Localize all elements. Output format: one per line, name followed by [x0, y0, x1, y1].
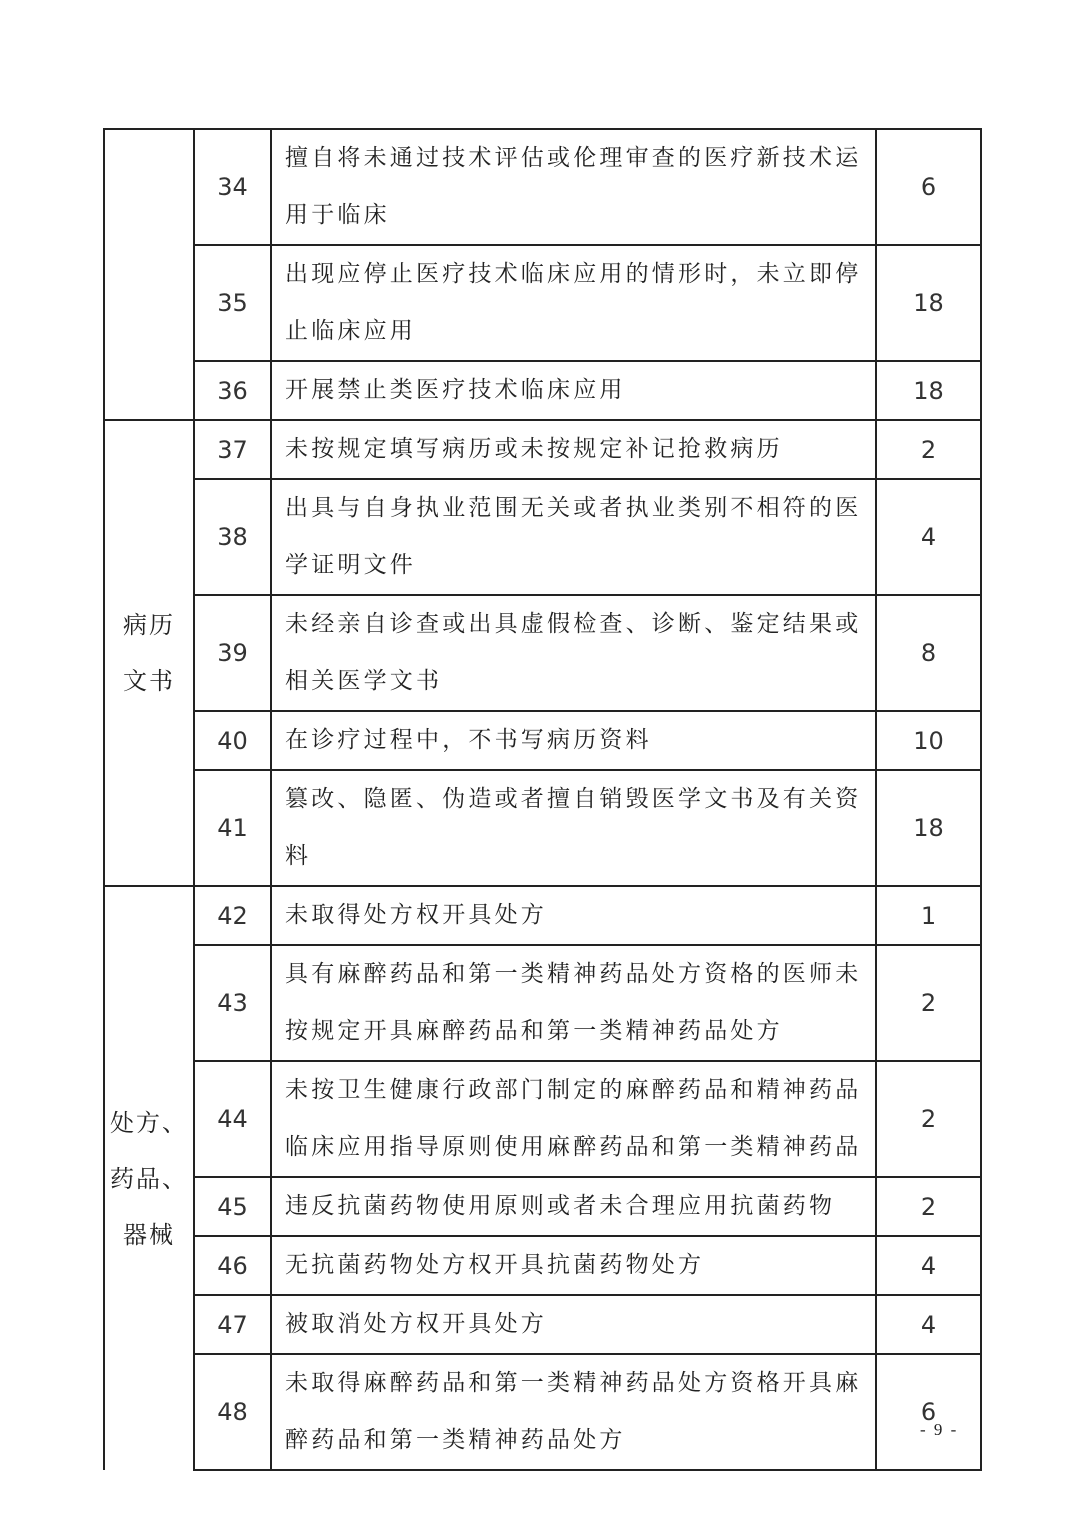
- item-description: 违反抗菌药物使用原则或者未合理应用抗菌药物: [271, 1177, 876, 1236]
- item-score: 10: [876, 711, 981, 770]
- item-description: 被取消处方权开具处方: [271, 1295, 876, 1354]
- item-score: 2: [876, 420, 981, 479]
- item-number: 42: [194, 886, 271, 945]
- item-number: 43: [194, 945, 271, 1061]
- item-score: 4: [876, 1236, 981, 1295]
- category-label: 处方、: [110, 1108, 188, 1137]
- item-score: 4: [876, 1295, 981, 1354]
- item-score: 6: [876, 1354, 981, 1470]
- item-description: 未取得处方权开具处方: [271, 886, 876, 945]
- category-label: 病历: [123, 611, 175, 639]
- category-cell: [104, 420, 194, 886]
- table-row: [104, 1177, 981, 1236]
- item-description: 具有麻醉药品和第一类精神药品处方资格的医师未按规定开具麻醉药品和第一类精神药品处方: [271, 945, 876, 1061]
- page-number: - 9 -: [920, 1420, 959, 1439]
- item-description: 未按规定填写病历或未按规定补记抢救病历: [271, 420, 876, 479]
- item-score: 18: [876, 770, 981, 886]
- item-number: 34: [194, 129, 271, 245]
- item-number: 39: [194, 595, 271, 711]
- item-description: 出具与自身执业范围无关或者执业类别不相符的医学证明文件: [271, 479, 876, 595]
- item-score: 2: [876, 1061, 981, 1177]
- item-score: 18: [876, 245, 981, 361]
- item-description: 无抗菌药物处方权开具抗菌药物处方: [271, 1236, 876, 1295]
- item-description: 篡改、隐匿、伪造或者擅自销毁医学文书及有关资料: [271, 770, 876, 886]
- item-description: 开展禁止类医疗技术临床应用: [271, 361, 876, 420]
- item-number: 37: [194, 420, 271, 479]
- item-score: 4: [876, 479, 981, 595]
- item-number: 46: [194, 1236, 271, 1295]
- item-description: 未按卫生健康行政部门制定的麻醉药品和精神药品临床应用指导原则使用麻醉药品和第一类精神药品: [271, 1061, 876, 1177]
- item-description: 未取得麻醉药品和第一类精神药品处方资格开具麻醉药品和第一类精神药品处方: [271, 1354, 876, 1470]
- item-number: 40: [194, 711, 271, 770]
- item-number: 48: [194, 1354, 271, 1470]
- item-score: 2: [876, 1177, 981, 1236]
- table-row: [104, 770, 981, 886]
- item-number: 45: [194, 1177, 271, 1236]
- table-row: [104, 595, 981, 711]
- category-cell: [104, 886, 194, 1470]
- item-score: 1: [876, 886, 981, 945]
- item-score: 6: [876, 129, 981, 245]
- table-row: [104, 479, 981, 595]
- category-label: 文书: [123, 667, 175, 695]
- violation-score-table: [103, 128, 982, 1471]
- item-number: 36: [194, 361, 271, 420]
- item-number: 44: [194, 1061, 271, 1177]
- item-score: 2: [876, 945, 981, 1061]
- item-number: 35: [194, 245, 271, 361]
- table-row: [104, 129, 981, 245]
- category-label: 药品、: [110, 1164, 188, 1193]
- item-description: 出现应停止医疗技术临床应用的情形时，未立即停止临床应用: [271, 245, 876, 361]
- item-number: 47: [194, 1295, 271, 1354]
- table-row: [104, 886, 981, 945]
- table-row: [104, 245, 981, 361]
- table-row: [104, 1236, 981, 1295]
- item-score: 18: [876, 361, 981, 420]
- table-row: [104, 361, 981, 420]
- table-row: [104, 420, 981, 479]
- item-description: 未经亲自诊查或出具虚假检查、诊断、鉴定结果或相关医学文书: [271, 595, 876, 711]
- table-row: [104, 711, 981, 770]
- table-row: [104, 1354, 981, 1470]
- item-number: 41: [194, 770, 271, 886]
- item-description: 在诊疗过程中，不书写病历资料: [271, 711, 876, 770]
- category-label: 器械: [123, 1220, 175, 1249]
- item-score: 8: [876, 595, 981, 711]
- table-row: [104, 945, 981, 1061]
- item-description: 擅自将未通过技术评估或伦理审查的医疗新技术运用于临床: [271, 129, 876, 245]
- table-row: [104, 1061, 981, 1177]
- item-number: 38: [194, 479, 271, 595]
- table-row: [104, 1295, 981, 1354]
- category-cell: [104, 129, 194, 420]
